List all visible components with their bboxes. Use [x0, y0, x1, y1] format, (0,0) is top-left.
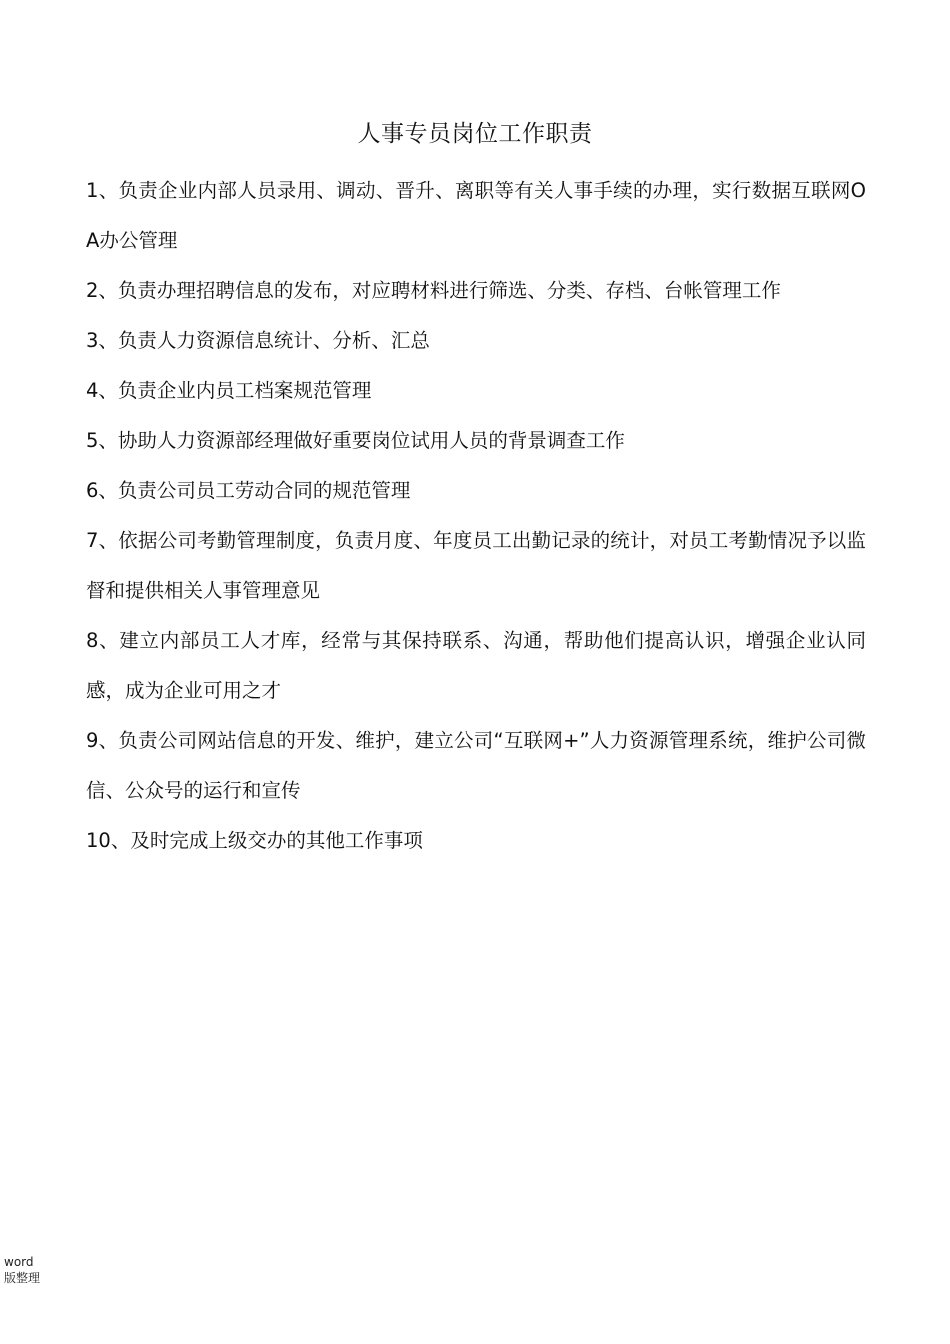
duty-item-3: 3、负责人力资源信息统计、分析、汇总: [86, 329, 430, 352]
duty-item-1: 1、负责企业内部人员录用、调动、晋升、离职等有关人事手续的办理，实行数据互联网OA办公管理: [86, 179, 866, 252]
duty-item-10: 10、及时完成上级交办的其他工作事项: [86, 829, 423, 852]
duty-list: [86, 166, 866, 866]
duty-item-4: 4、负责企业内员工档案规范管理: [86, 379, 372, 402]
duty-item-2: 2、负责办理招聘信息的发布，对应聘材料进行筛选、分类、存档、台帐管理工作: [86, 279, 781, 302]
footer-line-2: 版整理: [4, 1271, 41, 1285]
page-footer: [4, 1254, 40, 1286]
duty-item-7: 7、依据公司考勤管理制度，负责月度、年度员工出勤记录的统计，对员工考勤情况予以监督和提供相关人事管理意见: [86, 529, 866, 602]
document-title: 人事专员岗位工作职责: [357, 121, 593, 147]
duty-item-8: 8、建立内部员工人才库，经常与其保持联系、沟通，帮助他们提高认识，增强企业认同感，成为企业可用之才: [86, 629, 866, 702]
duty-item-5: 5、协助人力资源部经理做好重要岗位试用人员的背景调查工作: [86, 429, 625, 452]
duty-item-6: 6、负责公司员工劳动合同的规范管理: [86, 479, 411, 502]
duty-item-9: 9、负责公司网站信息的开发、维护，建立公司“互联网+”人力资源管理系统，维护公司微信、公众号的运行和宣传: [86, 729, 866, 802]
footer-line-1: word: [4, 1255, 34, 1269]
